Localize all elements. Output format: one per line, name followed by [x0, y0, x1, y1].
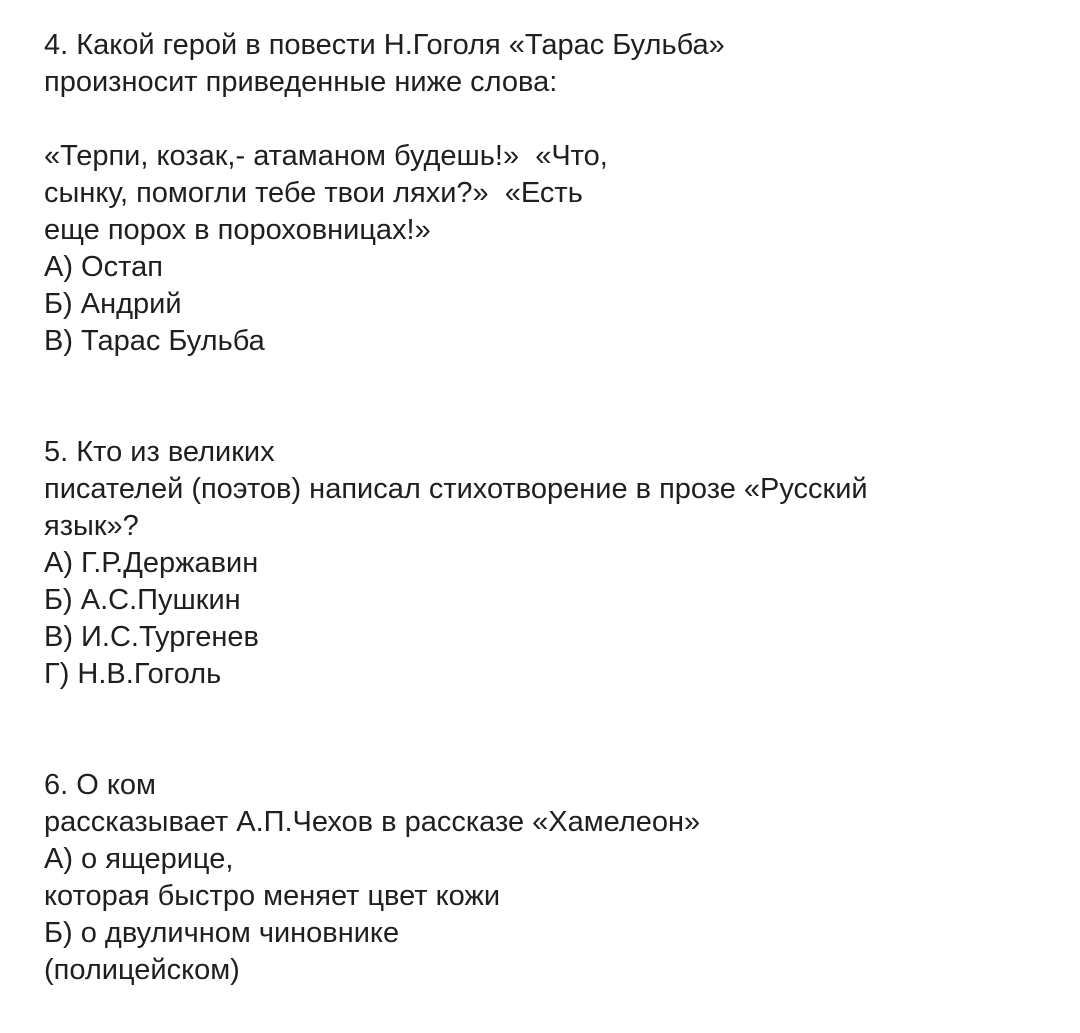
- question-6-option: которая быстро меняет цвет кожи: [44, 880, 501, 912]
- question-4-option: Б) Андрий: [44, 288, 182, 320]
- question-4-quote-line: сынку, помогли тебе твои ляхи?» «Есть: [44, 177, 583, 209]
- document-page: [44, 27, 1054, 989]
- question-4-text-line: 4. Какой герой в повести Н.Гоголя «Тарас Бульба»: [44, 29, 725, 61]
- section-gap: [44, 360, 1054, 434]
- question-5-text-line: писателей (поэтов) написал стихотворение в прозе «Русский: [44, 473, 868, 505]
- question-6-text-line: рассказывает А.П.Чехов в рассказе «Хамелеон»: [44, 806, 701, 838]
- question-5-option: Б) А.С.Пушкин: [44, 584, 241, 616]
- question-5-text-line: язык»?: [44, 510, 139, 542]
- question-5-text-line: 5. Кто из великих: [44, 436, 275, 468]
- section-gap: [44, 693, 1054, 767]
- question-4-text-line: произносит приведенные ниже слова:: [44, 66, 558, 98]
- question-6-option: А) о ящерице,: [44, 843, 234, 875]
- question-6-text-line: 6. О ком: [44, 769, 156, 801]
- question-5-option: Г) Н.В.Гоголь: [44, 658, 222, 690]
- question-4-quote-line: еще порох в пороховницах!»: [44, 214, 431, 246]
- question-5-option: В) И.С.Тургенев: [44, 621, 259, 653]
- question-4-option: А) Остап: [44, 251, 163, 283]
- question-6-option: (полицейском): [44, 954, 240, 986]
- question-5: [44, 434, 1054, 693]
- question-4-option: В) Тарас Бульба: [44, 325, 265, 357]
- question-6-option: Б) о двуличном чиновнике: [44, 917, 400, 949]
- blank-line: [44, 101, 1054, 138]
- question-4-quote-line: «Терпи, козак,- атаманом будешь!» «Что,: [44, 140, 608, 172]
- question-4: [44, 27, 1054, 360]
- question-5-option: А) Г.Р.Державин: [44, 547, 259, 579]
- question-6: [44, 767, 1054, 989]
